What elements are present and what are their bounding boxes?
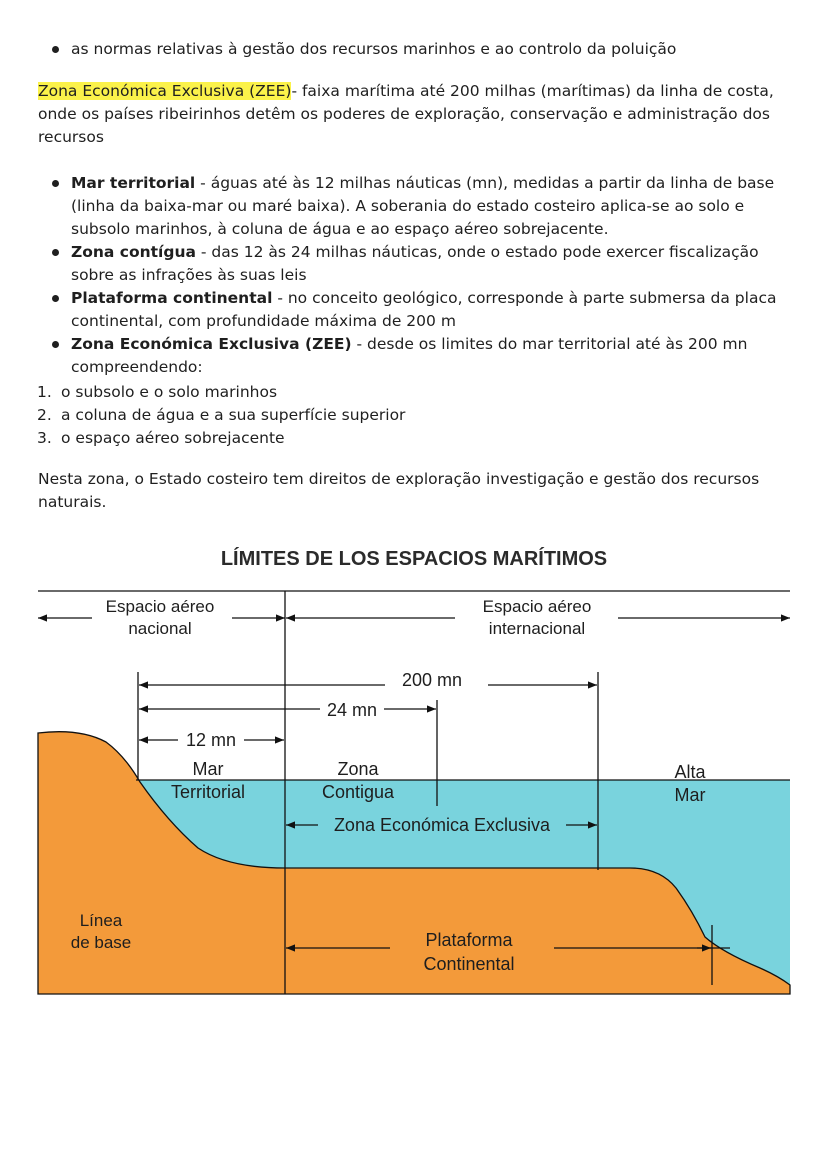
intro-line-3: recursos	[38, 128, 104, 146]
label-zona-contigua-2: Contigua	[321, 782, 395, 802]
definition-line: (linha da baixa-mar ou maré baixa). A soberania do estado costeiro aplica-se ao solo e	[71, 197, 745, 215]
label-zee: Zona Económica Exclusiva	[333, 815, 551, 835]
definition-line: - águas até às 12 milhas náuticas (mn), medidas a partir da linha de base	[195, 174, 775, 192]
label-alta-mar-1: Alta	[674, 762, 706, 782]
definition-line: - das 12 às 24 milhas náuticas, onde o estado pode exercer fiscalização	[195, 243, 759, 261]
definition-line: - desde os limites do mar territorial até às 200 mn	[351, 335, 748, 353]
closing-line-1: Nesta zona, o Estado costeiro tem direitos de exploração investigação e gestão dos recursos	[38, 470, 760, 488]
label-mar-territorial-2: Territorial	[170, 782, 246, 802]
label-alta-mar-2: Mar	[674, 785, 706, 805]
bullet-text: as normas relativas à gestão dos recursos marinhos e ao controlo da poluição	[71, 40, 677, 58]
label-12mn: 12 mn	[185, 730, 237, 750]
term: Zona Económica Exclusiva (ZEE)	[71, 335, 352, 353]
definition-line: sobre as infrações às suas leis	[71, 266, 307, 284]
label-zona-contigua-1: Zona	[337, 759, 379, 779]
figure-title: LÍMITES DE LOS ESPACIOS MARÍTIMOS	[220, 548, 608, 570]
label-200mn: 200 mn	[401, 670, 463, 690]
label-linea-base-1: Línea	[79, 911, 123, 930]
highlighted-term: Zona Económica Exclusiva (ZEE)	[38, 82, 292, 100]
definition-line: compreendendo:	[71, 358, 203, 376]
numbered-item: 2. a coluna de água e a sua superfície superior	[37, 406, 406, 424]
label-linea-base-2: de base	[70, 933, 132, 952]
closing-line-2: naturais.	[38, 493, 107, 511]
definition-line: continental, com profundidade máxima de 200 m	[71, 312, 456, 330]
intro-line-2: onde os países ribeirinhos detêm os poderes de exploração, conservação e administração dos	[38, 105, 770, 123]
intro-line-1: - faixa marítima até 200 milhas (marítimas) da linha de costa,	[291, 82, 774, 100]
label-air-intl-2: internacional	[488, 619, 586, 638]
term: Mar territorial	[71, 174, 196, 192]
definition-line: - no conceito geológico, corresponde à parte submersa da placa	[272, 289, 777, 307]
term: Plataforma continental	[71, 289, 273, 307]
term: Zona contígua	[71, 243, 196, 261]
label-plataforma-2: Continental	[423, 954, 515, 974]
label-24mn: 24 mn	[326, 700, 378, 720]
label-mar-territorial-1: Mar	[192, 759, 224, 779]
label-plataforma-1: Plataforma	[425, 930, 513, 950]
label-air-national-1: Espacio aéreo	[105, 597, 215, 616]
label-air-intl-1: Espacio aéreo	[482, 597, 592, 616]
label-air-national-2: nacional	[128, 619, 192, 638]
definition-line: subsolo marinhos, à coluna de água e ao espaço aéreo sobrejacente.	[71, 220, 609, 238]
numbered-item: 3. o espaço aéreo sobrejacente	[37, 429, 285, 447]
numbered-item: 1. o subsolo e o solo marinhos	[37, 383, 278, 401]
